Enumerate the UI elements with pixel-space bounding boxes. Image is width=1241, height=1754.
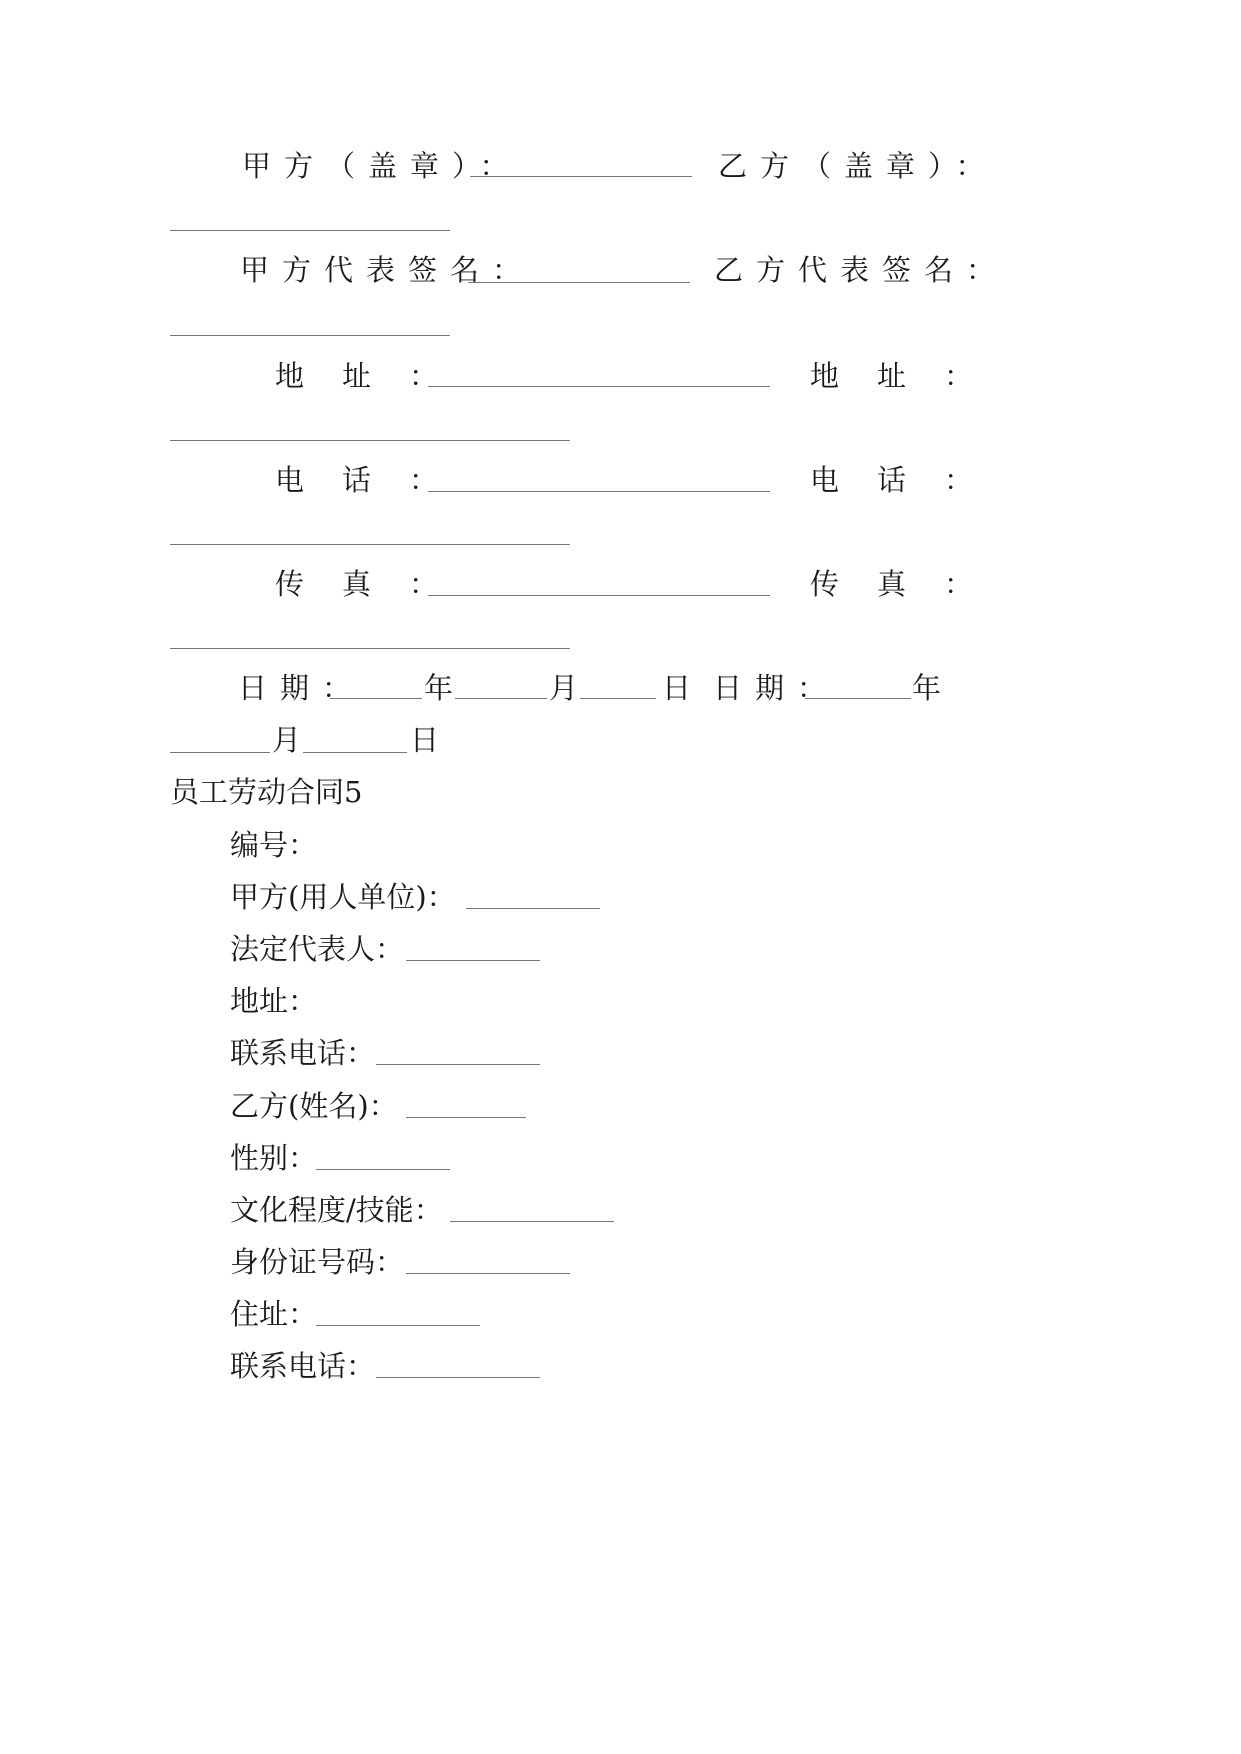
fax-label-a: 传真： bbox=[275, 567, 477, 601]
date-a-year-blank[interactable] bbox=[330, 698, 422, 699]
date-b-year-blank[interactable] bbox=[805, 698, 911, 699]
field-employee-name: 乙方(姓名)： bbox=[230, 1089, 398, 1123]
field-contact-phone-employer-blank[interactable] bbox=[376, 1064, 540, 1065]
date-a-month-suffix: 月 bbox=[549, 671, 579, 705]
date-a-year-suffix: 年 bbox=[424, 671, 454, 705]
phone-b-blank[interactable] bbox=[170, 544, 570, 545]
field-residence: 住址： bbox=[230, 1297, 318, 1331]
date-a-day-blank[interactable] bbox=[580, 698, 656, 699]
date-label-a: 日期： bbox=[238, 671, 365, 705]
date-b-year-suffix: 年 bbox=[912, 671, 942, 705]
address-a-blank[interactable] bbox=[428, 386, 770, 387]
field-employer-blank[interactable] bbox=[466, 908, 600, 909]
phone-a-blank[interactable] bbox=[428, 491, 770, 492]
party-a-seal-label: 甲方（盖章）： bbox=[242, 149, 522, 183]
field-contact-phone-employee-blank[interactable] bbox=[376, 1377, 540, 1378]
party-b-rep-blank[interactable] bbox=[170, 335, 450, 336]
date-b-month-blank[interactable] bbox=[170, 752, 270, 753]
field-gender-blank[interactable] bbox=[316, 1169, 450, 1170]
field-education-blank[interactable] bbox=[450, 1221, 614, 1222]
address-label-b: 地址： bbox=[810, 359, 1012, 393]
address-label-a: 地址： bbox=[275, 359, 477, 393]
field-residence-blank[interactable] bbox=[316, 1325, 480, 1326]
field-employee-name-blank[interactable] bbox=[406, 1117, 526, 1118]
address-b-blank[interactable] bbox=[170, 440, 570, 441]
party-b-seal-label: 乙方（盖章）： bbox=[718, 149, 998, 183]
field-legal-rep: 法定代表人： bbox=[230, 932, 405, 966]
contract-title: 员工劳动合同5 bbox=[170, 775, 363, 809]
phone-label-b: 电话： bbox=[810, 463, 1012, 497]
date-b-day-blank[interactable] bbox=[303, 752, 407, 753]
field-number: 编号： bbox=[230, 828, 318, 862]
phone-label-a: 电话： bbox=[275, 463, 477, 497]
party-a-rep-label: 甲方代表签名： bbox=[240, 253, 535, 287]
field-id-number-blank[interactable] bbox=[406, 1273, 570, 1274]
fax-b-blank[interactable] bbox=[170, 648, 570, 649]
fax-a-blank[interactable] bbox=[428, 595, 770, 596]
date-a-month-blank[interactable] bbox=[455, 698, 547, 699]
field-id-number: 身份证号码： bbox=[230, 1245, 405, 1279]
field-address: 地址： bbox=[230, 984, 318, 1018]
fax-label-b: 传真： bbox=[810, 567, 1012, 601]
field-legal-rep-blank[interactable] bbox=[406, 960, 540, 961]
date-b-month-suffix: 月 bbox=[272, 723, 302, 757]
field-employer: 甲方(用人单位)： bbox=[230, 880, 456, 914]
field-contact-phone-employer: 联系电话： bbox=[230, 1036, 376, 1070]
field-education: 文化程度/技能： bbox=[230, 1193, 443, 1227]
party-b-seal-blank[interactable] bbox=[170, 230, 450, 231]
party-a-seal-blank[interactable] bbox=[470, 176, 692, 177]
field-contact-phone-employee: 联系电话： bbox=[230, 1349, 376, 1383]
field-gender: 性别： bbox=[230, 1141, 318, 1175]
date-label-b: 日期： bbox=[713, 671, 840, 705]
party-b-rep-label: 乙方代表签名： bbox=[714, 253, 1009, 287]
date-a-day-suffix: 日 bbox=[662, 671, 692, 705]
date-b-day-suffix: 日 bbox=[410, 723, 440, 757]
party-a-rep-blank[interactable] bbox=[468, 282, 690, 283]
